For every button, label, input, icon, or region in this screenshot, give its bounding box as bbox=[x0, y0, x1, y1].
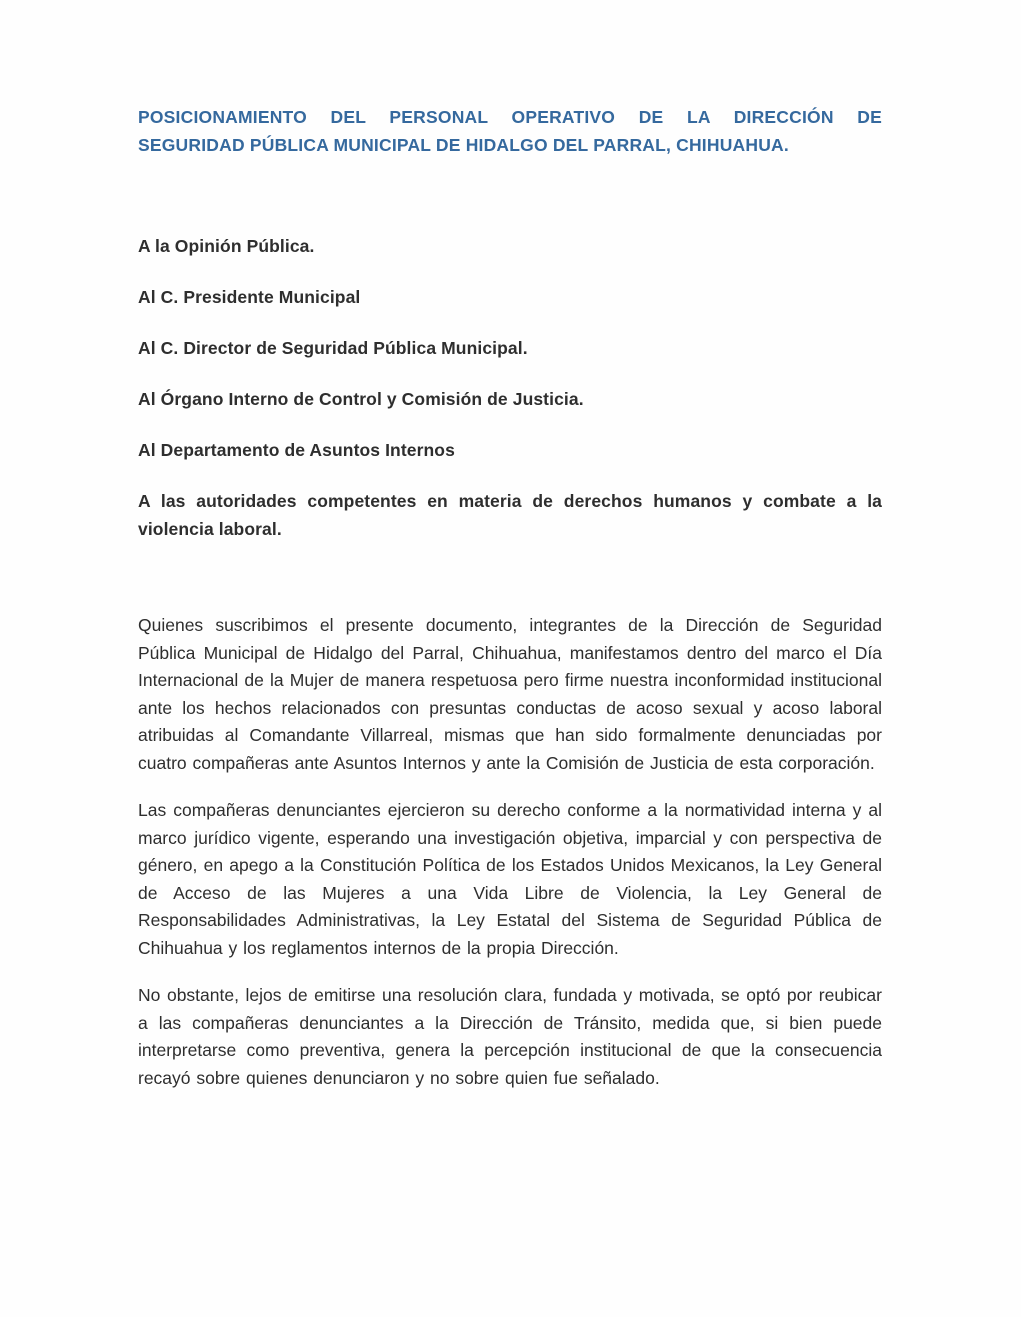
document-body bbox=[138, 566, 882, 1092]
addressee-organo-interno-control: Al Órgano Interno de Control y Comisión de Justicia. bbox=[138, 389, 584, 409]
addressee-list bbox=[138, 232, 882, 543]
addressee-asuntos-internos: Al Departamento de Asuntos Internos bbox=[138, 440, 455, 460]
addressee-opinion-publica: A la Opinión Pública. bbox=[138, 236, 315, 256]
body-paragraph-3: No obstante, lejos de emitirse una resolución clara, fundada y motivada, se optó por reubicar a las compañeras denunciantes a la Dirección de Tránsito, medida que, si bien puede interpretarse como preventiva, genera la percepción institucional de que la consecuencia recayó sobre quienes denunciaron y no sobre quien fue señalado. bbox=[138, 985, 882, 1088]
addressee-autoridades-derechos-humanos: A las autoridades competentes en materia de derechos humanos y combate a la violencia laboral. bbox=[138, 491, 882, 539]
addressee-director-seguridad-publica: Al C. Director de Seguridad Pública Municipal. bbox=[138, 338, 528, 358]
body-paragraph-2: Las compañeras denunciantes ejercieron su derecho conforme a la normatividad interna y al marco jurídico vigente, esperando una investigación objetiva, imparcial y con perspectiva de género, en apego a la Constitución Política de los Estados Unidos Mexicanos, la Ley General de Acceso de las Mujeres a una Vida Libre de Violencia, la Ley General de Responsabilidades Administrativas, la Ley Estatal del Sistema de Seguridad Pública de Chihuahua y los reglamentos internos de la propia Dirección. bbox=[138, 800, 882, 958]
document-title-line-1: POSICIONAMIENTO DEL PERSONAL OPERATIVO DE LA DIRECCIÓN DE bbox=[138, 107, 882, 127]
document-title bbox=[138, 103, 882, 159]
body-paragraph-1: Quienes suscribimos el presente documento, integrantes de la Dirección de Seguridad Pública Municipal de Hidalgo del Parral, Chihuahua, manifestamos dentro del marco el Día Internacional de la Mujer de manera respetuosa pero firme nuestra inconformidad institucional ante los hechos relacionados con presuntas conductas de acoso sexual y acoso laboral atribuidas al Comandante Villarreal, mismas que han sido formalmente denunciadas por cuatro compañeras ante Asuntos Internos y ante la Comisión de Justicia de esta corporación. bbox=[138, 615, 882, 773]
document-title-line-2: SEGURIDAD PÚBLICA MUNICIPAL DE HIDALGO DEL PARRAL, CHIHUAHUA. bbox=[138, 135, 789, 155]
addressee-presidente-municipal: Al C. Presidente Municipal bbox=[138, 287, 361, 307]
